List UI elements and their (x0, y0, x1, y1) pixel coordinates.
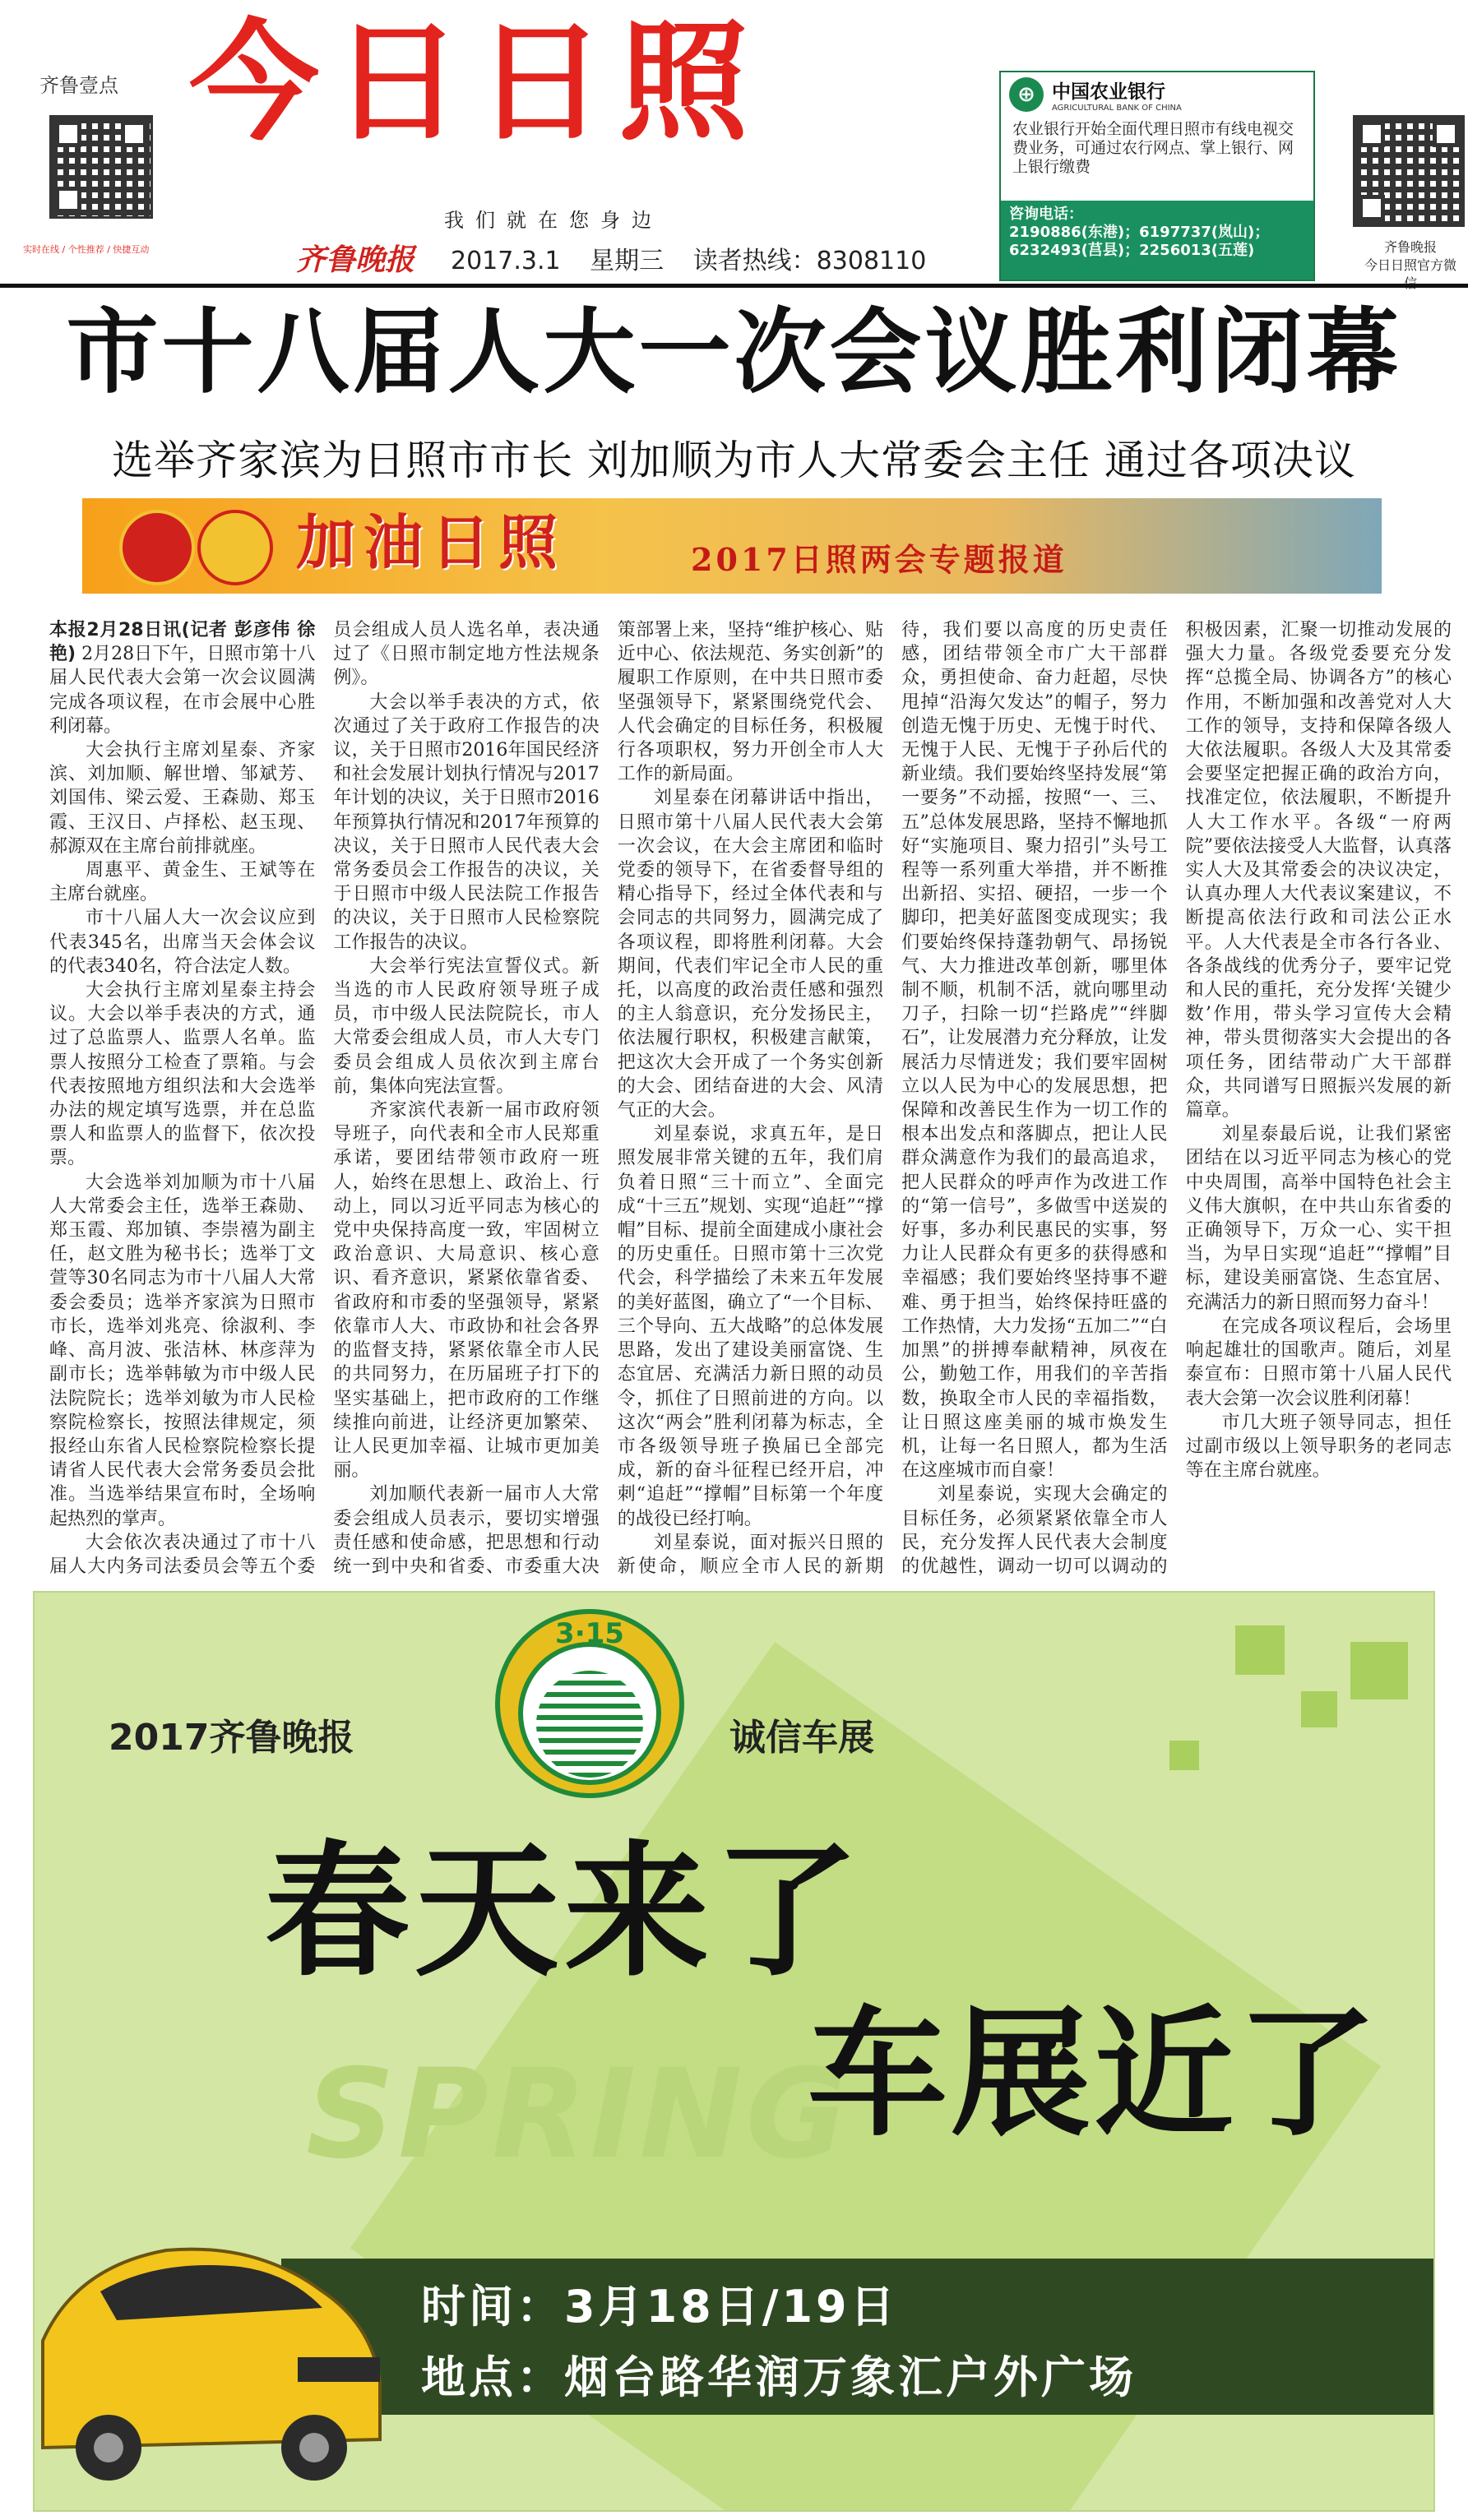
bank-header (1001, 72, 1313, 117)
ad-decor-square (1169, 1741, 1199, 1770)
bank-contact (1001, 201, 1313, 280)
right-qr-code[interactable] (1353, 115, 1465, 227)
article-paragraph: 刘加顺代表新一届市人大常委会组成人员表示，要切实增强责任感和使命感，把思想和行动统一到中央和省委、市委重大决策部署上来，坚持“维护核心、贴近中心、依法规范、务实创新”的履职工作原则，在中共日照市委坚强领导下，紧紧围绕党代会、人代会确定的目标任务，积极履行各项职权，努力开创全市人大工作的新局面。 (333, 620, 884, 1577)
article-paragraph: 在完成各项议程后，会场里响起雄壮的国歌声。随后，刘星泰宣布：日照市第十八届人民代表大会第一次会议胜利闭幕！ (1185, 1315, 1452, 1409)
bank-name-en: AGRICULTURAL BANK OF CHINA (1052, 104, 1182, 113)
brand-title: 今日日照 (189, 7, 762, 159)
article-paragraph: 大会以举手表决的方式，依次通过了关于政府工作报告的决议，关于日照市2016年国民经济和社会发展计划执行情况与2017年计划的决议，关于日照市2016年预算执行情况和2017年预算的决议，关于日照市人民代表大会常务委员会工作报告的决议，关于日照市中级人民法院工作报告的决议，关于日照市人民检察院工作报告的决议。 (333, 691, 600, 953)
article-body (49, 618, 1452, 1584)
article-paragraph: 大会选举刘加顺为市十八届人大常委会主任，选举王森勋、郑玉霞、郑加镇、李崇禧为副主任，赵文胜为秘书长；选举丁文萱等30名同志为市十八届人大常委会委员；选举齐家滨为日照市市长，选举刘兆亮、徐淑利、李峰、高月波、张洁林、林彦萍为副市长；选举韩敏为市中级人民法院院长；选举刘敏为市人民检察院检察长，按照法律规定，须报经山东省人民检察院检察长提请省人民代表大会常务委员会批准。当选举结果宣布时，全场响起热烈的掌声。 (49, 1172, 316, 1529)
article-paragraph: 大会举行宪法宣誓仪式。新当选的市人民政府领导班子成员，市中级人民法院院长，市人大常委会组成人员，市人大专门委员会组成人员依次到主席台前，集体向宪法宣誓。 (333, 955, 600, 1097)
issue-line (451, 240, 947, 276)
globe-icon (536, 1671, 643, 1778)
national-emblem-icon (119, 510, 195, 585)
article-paragraph: 大会执行主席刘星泰、齐家滨、刘加顺、解世增、邹斌芳、刘国伟、梁云爱、王森勋、郑玉霞、王汉日、卢择松、赵玉现、郝源双在主席台前排就座。 (49, 740, 316, 857)
ad-event-title: 诚信车展 (729, 1717, 874, 1759)
article-paragraph: 周惠平、黄金生、王斌等在主席台就座。 (49, 860, 316, 905)
main-headline: 市十八届人大一次会议胜利闭幕 (66, 299, 1402, 406)
article-paragraph: 大会执行主席刘星泰主持会议。大会以举手表决的方式，通过了总监票人、监票人名单。监票人按照分工检查了票箱。与会代表按照地方组织法和大会选举办法的规定填写选票，并在总监票人和监票人的监督下，依次投票。 (49, 980, 316, 1169)
ad-organizer-title: 2017齐鲁晚报 (109, 1717, 354, 1759)
bank-contact-line: 6232493(莒县)；2256013(五莲) (1009, 242, 1255, 259)
ad-decor-square (1301, 1691, 1337, 1727)
article-paragraph: 刘星泰说，面对振兴日照的新使命，顺应全市人民的新期待，我们要以高度的历史责任感，团结带领全市广大干部群众，勇担使命、奋力赶超，尽快甩掉“沿海欠发达”的帽子，努力创造无愧于历史、无愧于时代、无愧于人民、无愧于子孙后代的新业绩。我们要始终坚持发展“第一要务”不动摇，按照“一、三、五”总体发展思路，坚持不懈地抓好“实施项目、聚力招引”头号工程等一系列重大举措，并不断推出新招、实招、硬招，一步一个脚印，把美好蓝图变成现实；我们要始终保持蓬勃朝气、昂扬锐气、大力推进改革创新，哪里体制不顺，机制不活，就向哪里动刀子，扫除一切“拦路虎”“绊脚石”，让发展潜力充分释放，让发展活力尽情迸发；我们要牢固树立以人民为中心的发展思想，把保障和改善民生作为一切工作的根本出发点和落脚点，把让人民群众满意作为我们的最高追求，把人民群众的呼声作为改进工作的“第一信号”，多做雪中送炭的好事，多办利民惠民的实事，努力让人民群众有更多的获得感和幸福感；我们要始终坚持事不避难、勇于担当，始终保持旺盛的工作热情，大力发扬“五加二”“白加黑”的拼搏奉献精神，夙夜在公，勤勉工作，用我们的辛苦指数，换取全市人民的幸福指数，让日照这座美丽的城市焕发生机，让每一名日照人，都为生活在这座城市而自豪！ (617, 620, 1168, 1577)
yellow-car-icon (33, 2176, 388, 2489)
special-report-banner[interactable] (82, 498, 1382, 594)
banner-subtitle: 2017日照两会专题报道 (691, 541, 1067, 578)
ad-headline-spring: 春天来了 (265, 1826, 864, 1996)
bank-ad[interactable] (999, 71, 1315, 281)
article-paragraph: 大会依次表决通过了市十八届人大内务司法委员会等五个委员会组成人员人选名单，表决通过了《日照市制定地方性法规条例》。 (49, 620, 600, 1577)
abc-logo-icon: ⊕ (1009, 77, 1044, 112)
bank-ad-text: 农业银行开始全面代理日照市有线电视交费业务，可通过农行网点、掌上银行、网上银行缴费 (1012, 120, 1294, 176)
ad-spring-word: SPRING (306, 2043, 850, 2186)
left-brand: 齐鲁壹点 (39, 74, 118, 97)
left-qr-code[interactable] (49, 115, 153, 219)
banner-title: 加油日照 (296, 507, 567, 577)
article-paragraph: 市十八届人大一次会议应到代表345名，出席当天会体会议的代表340名，符合法定人数。 (49, 908, 316, 977)
ad-event-time: 时间：3月18日/19日 (421, 2281, 898, 2333)
sub-headline: 选举齐家滨为日照市市长 刘加顺为市人大常委会主任 通过各项决议 (112, 437, 1356, 484)
ad-event-location: 地点：烟台路华润万象汇户外广场 (421, 2351, 1137, 2403)
masthead-divider (0, 284, 1468, 288)
ad-decor-square (1235, 1625, 1285, 1675)
issue-weekday: 星期三 (590, 247, 665, 275)
bank-name-cn: 中国农业银行 (1052, 81, 1165, 103)
slogan: 我们就在您身边 (444, 209, 663, 232)
cppcc-emblem-icon (197, 510, 273, 585)
article-paragraph: 刘星泰最后说，让我们紧密团结在以习近平同志为核心的党中央周围，高举中国特色社会主义伟大旗帜，在中共山东省委的正确领导下，万众一心、实干担当，为早日实现“追赶”“撑帽”目标，建设美丽富饶、生态宜居、充满活力的新日照而努力奋斗！ (1185, 1124, 1452, 1313)
masthead (0, 0, 1468, 288)
reader-hotline: 读者热线：8308110 (692, 247, 927, 275)
paper-logo: 齐鲁晚报 (296, 243, 415, 277)
bank-contact-line: 2190886(东港)；6197737(岚山)； (1009, 224, 1270, 241)
right-qr-caption: 齐鲁晚报 今日日照官方微 (1364, 239, 1456, 273)
article-paragraph: 刘星泰说，求真五年，是日照发展非常关键的五年，我们肩负着日照“三十而立”、全面完成“十三五”规划、实现“追赶”“撑帽”目标、提前全面建成小康社会的历史重任。日照市第十三次党代会，科学描绘了未来五年发展的美好蓝图，确立了“一个目标、三个导向、五大战略”的总体发展思路，发出了建设美丽富饶、生态宜居、充满活力新日照的动员令，抓住了日照前进的方向。以这次“两会”胜利闭幕为标志，全市各级领导班子换届已全部完成，新的奋斗征程已经开启，冲刺“追赶”“撑帽”目标第一个年度的战役已经打响。 (617, 1124, 884, 1529)
ad-headline-carshow: 车展近了 (808, 1991, 1381, 2156)
ad-decor-square (1350, 1642, 1408, 1699)
bank-contact-label: 咨询电话： (1009, 206, 1083, 223)
article-paragraph: 市几大班子领导同志，担任过副市级以上领导职务的老同志等在主席台就座。 (1185, 1412, 1452, 1482)
car-show-ad[interactable] (33, 1591, 1435, 2512)
logo-315-text: 3·15 (555, 1617, 624, 1650)
article-paragraph: 齐家滨代表新一届市政府领导班子，向代表和全市人民郑重承诺，要团结带领市政府一班人，始终在思想上、政治上、行动上，同以习近平同志为核心的党中央保持高度一致，牢固树立政治意识、大局意识、核心意识、看齐意识，紧紧依靠省委、省政府和市委的坚强领导，紧紧依靠市人大、市政协和社会各界的监督支持，紧紧依靠全市人民的共同努力，在历届班子打下的坚实基础上，把市政府的工作继续推向前进，让经济更加繁荣、让人民更加幸福、让城市更加美丽。 (333, 1100, 600, 1482)
article-paragraph: 刘星泰说，实现大会确定的目标任务，必须紧紧依靠全市人民，充分发挥人民代表大会制度的优越性，调动一切可以调动的积极因素，汇聚一切推动发展的强大力量。各级党委要充分发挥“总揽全局、协调各方”的核心作用，不断加强和改善党对人大工作的领导，支持和保障各级人大依法履职。各级人大及其常委会要坚定把握正确的政治方向，找准定位，依法履职，不断提升人大工作水平。各级“一府两院”要依法接受人大监督，认真落实人大及其常委会的决议决定，认真办理人大代表议案建议，不断提高依法行政和司法公正水平。人大代表是全市各行各业、各条战线的优秀分子，要牢记党和人民的重托，充分发挥‘关键少数’作用，带头学习宣传大会精神，带头贯彻落实大会提出的各项任务，团结带动广大干部群众，共同谱写日照振兴发展的新篇章。 (901, 620, 1452, 1577)
article-byline: 本报2月28日讯(记者 彭彦伟 徐艳) (49, 620, 316, 665)
article-lead: 本报2月28日讯(记者 彭彦伟 徐艳) 2月28日下午，日照市第十八届人民代表大会第一次会议圆满完成各项议程，在市会展中心胜利闭幕。 (49, 620, 316, 737)
left-caption: 实时在线 / 个性推荐 / 快捷互动 (23, 244, 150, 255)
article-paragraph: 刘星泰在闭幕讲话中指出，日照市第十八届人民代表大会第一次会议，在大会主席团和临时党委的领导下，在省委督导组的精心指导下，经过全体代表和与会同志的共同努力，圆满完成了各项议程，即将胜利闭幕。大会期间，代表们牢记全市人民的重托，以高度的政治责任感和强烈的主人翁意识，充分发扬民主，依法履行职权，积极建言献策，把这次大会开成了一个务实创新的大会、团结奋进的大会、风清气正的大会。 (617, 788, 884, 1121)
issue-date: 2017.3.1 (451, 247, 561, 275)
